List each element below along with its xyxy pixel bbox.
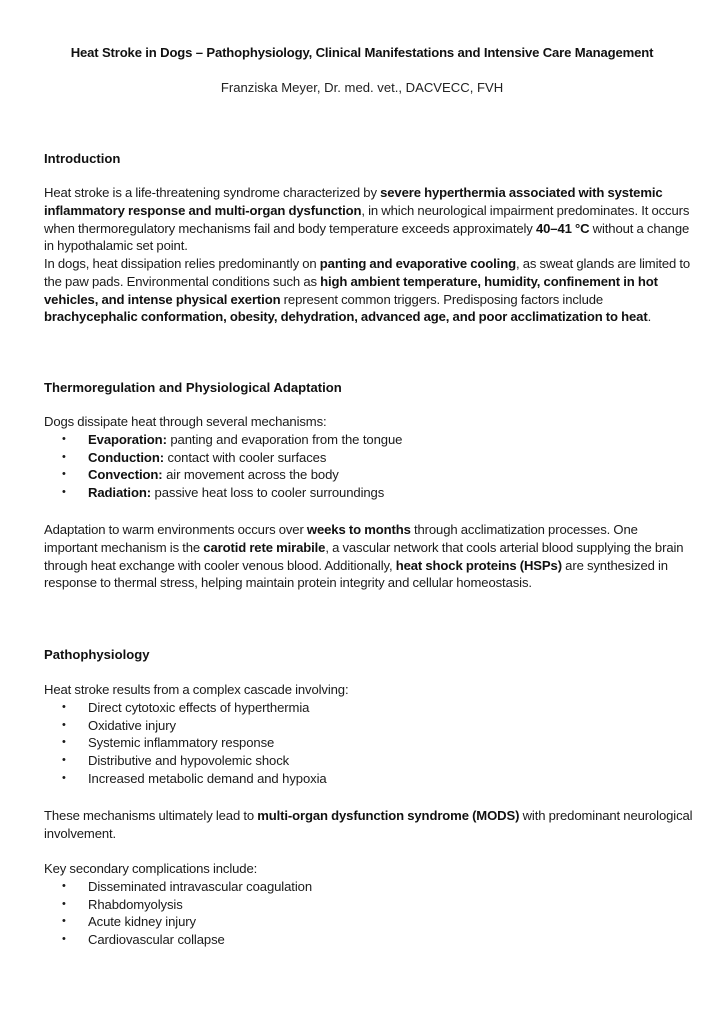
list-item-desc: air movement across the body xyxy=(162,467,339,483)
list-item xyxy=(44,699,694,717)
bullet-icon: • xyxy=(62,736,66,749)
list-item xyxy=(44,717,694,735)
bold-run: weeks to months xyxy=(306,522,411,537)
list-item-text: Direct cytotoxic effects of hyperthermia xyxy=(88,699,310,715)
text-run: , in which neurological impairment predominates. It occurs when thermoregulatory mechanisms fail and body temperature exceeds approximately xyxy=(44,202,690,236)
paragraph xyxy=(44,184,694,255)
list-item xyxy=(44,449,694,467)
list-item xyxy=(44,484,694,502)
complications-list-block xyxy=(44,860,694,949)
list-item xyxy=(44,896,694,914)
section-heading: Thermoregulation and Physiological Adaptation xyxy=(44,380,342,395)
bold-run: brachycephalic conformation, obesity, dehydration, advanced age, and poor acclimatization to heat xyxy=(44,309,648,325)
text-run: . xyxy=(647,309,652,325)
bullet-icon: • xyxy=(62,933,66,946)
list-intro: Key secondary complications include: xyxy=(44,861,258,876)
text-run: These mechanisms ultimately lead to xyxy=(44,808,258,823)
bullet-icon: • xyxy=(62,771,66,784)
bold-run: carotid rete mirabile xyxy=(203,539,326,555)
text-run: , a vascular network that cools arterial blood supplying the brain through heat exchange with cooler venous blood. Additionally, xyxy=(44,539,684,573)
bold-run: 40–41 °C xyxy=(535,220,590,236)
list-item-text: Distributive and hypovolemic shock xyxy=(88,753,290,769)
list-item xyxy=(44,770,694,788)
thermoregulation-list-block xyxy=(44,413,694,502)
list-intro: Dogs dissipate heat through several mechanisms: xyxy=(44,414,327,429)
list-item xyxy=(44,734,694,752)
text-run: In dogs, heat dissipation relies predominantly on xyxy=(44,256,320,271)
bullet-icon: • xyxy=(62,432,66,445)
list-item-text: Disseminated intravascular coagulation xyxy=(88,878,313,894)
section-pathophysiology xyxy=(44,646,694,664)
intro-paragraph-2 xyxy=(44,255,694,326)
list-item-desc: passive heat loss to cooler surroundings xyxy=(151,485,385,501)
section-introduction xyxy=(44,150,694,168)
bold-run: multi-organ dysfunction syndrome (MODS) xyxy=(257,808,520,823)
text-run: represent common triggers. Predisposing factors include xyxy=(280,291,604,307)
complications-list xyxy=(44,878,694,949)
intro-paragraph-1 xyxy=(44,184,694,255)
list-item xyxy=(44,466,694,484)
bullet-icon: • xyxy=(62,897,66,910)
list-item xyxy=(44,431,694,449)
text-run: without a change in hypothalamic set point. xyxy=(44,220,690,254)
list-item-term: Convection: xyxy=(88,467,163,483)
bullet-icon: • xyxy=(62,450,66,463)
list-item-text: Systemic inflammatory response xyxy=(88,735,275,751)
thermoregulation-paragraph xyxy=(44,521,694,592)
list-item-term: Radiation: xyxy=(88,485,152,501)
document-author: Franziska Meyer, Dr. med. vet., DACVECC, FVH xyxy=(220,80,504,95)
list-item-term: Evaporation: xyxy=(88,431,167,447)
paragraph xyxy=(44,255,694,326)
text-run: Adaptation to warm environments occurs over xyxy=(44,522,307,537)
list-item-text: Increased metabolic demand and hypoxia xyxy=(88,770,327,786)
paragraph xyxy=(44,807,694,843)
bullet-icon: • xyxy=(62,468,66,481)
list-item-text: Acute kidney injury xyxy=(88,914,196,930)
pathophysiology-paragraph xyxy=(44,807,694,843)
list-item xyxy=(44,931,694,949)
list-item xyxy=(44,878,694,896)
list-item xyxy=(44,913,694,931)
section-heading: Introduction xyxy=(44,151,121,166)
section-heading: Pathophysiology xyxy=(44,647,150,662)
bullet-icon: • xyxy=(62,700,66,713)
bullet-icon: • xyxy=(62,718,66,731)
list-item-desc: panting and evaporation from the tongue xyxy=(166,431,403,447)
list-item-text: Rhabdomyolysis xyxy=(88,896,183,912)
mechanisms-list xyxy=(44,431,694,502)
section-thermoregulation xyxy=(44,379,694,397)
cascade-list xyxy=(44,699,694,788)
pathophysiology-list-block xyxy=(44,681,694,788)
document-title: Heat Stroke in Dogs – Pathophysiology, Clinical Manifestations and Intensive Care Management xyxy=(70,45,654,60)
text-run: , as sweat glands are limited to the paw pads. Environmental conditions such as xyxy=(44,256,691,289)
paragraph xyxy=(44,521,694,592)
bullet-icon: • xyxy=(62,486,66,499)
bullet-icon: • xyxy=(62,915,66,928)
list-item-text: Oxidative injury xyxy=(88,717,176,733)
bold-run: high ambient temperature, humidity, confinement in hot vehicles, and intense physical exertion xyxy=(44,273,658,307)
list-item-desc: contact with cooler surfaces xyxy=(164,449,327,465)
list-item-term: Conduction: xyxy=(88,449,164,465)
list-item xyxy=(44,752,694,770)
text-run: with predominant neurological involvement. xyxy=(44,808,693,841)
text-run: are synthesized in response to thermal stress, helping maintain protein integrity and cellular homeostasis. xyxy=(44,557,668,591)
bold-run: heat shock proteins (HSPs) xyxy=(395,557,562,573)
list-intro: Heat stroke results from a complex cascade involving: xyxy=(44,682,349,697)
bold-run: panting and evaporative cooling xyxy=(319,256,516,271)
bold-run: severe hyperthermia associated with systemic inflammatory response and multi-organ dysfunction xyxy=(44,185,663,218)
bullet-icon: • xyxy=(62,879,66,892)
text-run: Heat stroke is a life-threatening syndrome characterized by xyxy=(44,185,381,200)
text-run: through acclimatization processes. One important mechanism is the xyxy=(44,522,638,555)
list-item-text: Cardiovascular collapse xyxy=(88,932,225,948)
bullet-icon: • xyxy=(62,754,66,767)
